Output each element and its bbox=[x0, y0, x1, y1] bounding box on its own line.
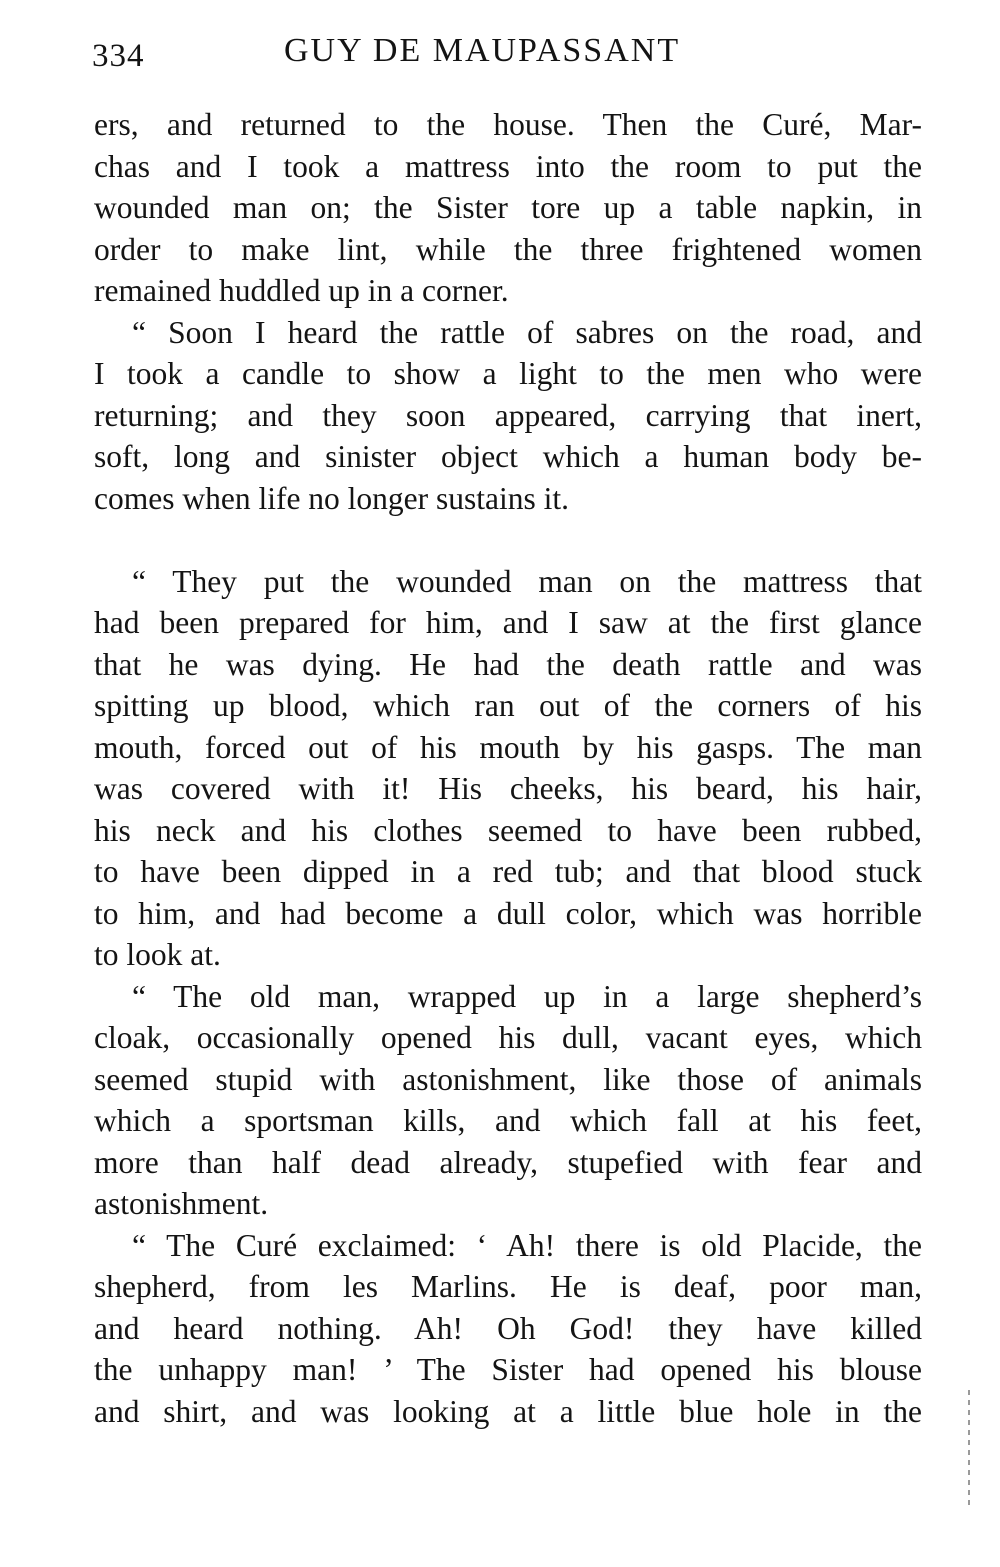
text-line: “ They put the wounded man on the mattress that bbox=[132, 563, 922, 599]
text-line: to him, and had become a dull color, which was horrible bbox=[94, 895, 922, 931]
scan-edge-mark bbox=[968, 1390, 970, 1510]
text-line: that he was dying. He had the death rattle and was bbox=[94, 646, 922, 682]
text-line: to look at. bbox=[94, 937, 221, 972]
text-line: returning; and they soon appeared, carrying that inert, bbox=[94, 397, 922, 433]
text-line: to have been dipped in a red tub; and that blood stuck bbox=[94, 854, 922, 889]
text-line: ers, and returned to the house. Then the Curé, Mar- bbox=[94, 107, 922, 142]
text-line: shepherd, from les Marlins. He is deaf, poor man, bbox=[94, 1269, 922, 1304]
page-number: 334 bbox=[92, 38, 145, 74]
text-line: cloak, occasionally opened his dull, vacant eyes, which bbox=[94, 1020, 922, 1055]
text-line: mouth, forced out of his mouth by his gasps. The man bbox=[94, 729, 922, 765]
text-line: and shirt, and was looking at a little blue hole in the bbox=[94, 1393, 922, 1429]
text-line: seemed stupid with astonishment, like those of animals bbox=[94, 1061, 922, 1097]
text-line: the unhappy man! ’ The Sister had opened his blouse bbox=[94, 1352, 922, 1387]
text-line: chas and I took a mattress into the room to put the bbox=[94, 148, 922, 184]
text-line: I took a candle to show a light to the men who were bbox=[94, 356, 922, 391]
text-line: astonishment. bbox=[94, 1186, 269, 1221]
page-header bbox=[92, 30, 922, 80]
text-line: wounded man on; the Sister tore up a table napkin, in bbox=[94, 190, 922, 225]
text-line: order to make lint, while the three frightened women bbox=[94, 231, 922, 267]
text-line: which a sportsman kills, and which fall at his feet, bbox=[94, 1103, 922, 1138]
text-line: “ The Curé exclaimed: ‘ Ah! there is old Placide, the bbox=[132, 1227, 922, 1263]
text-line: soft, long and sinister object which a human body be- bbox=[94, 439, 922, 474]
text-line: “ Soon I heard the rattle of sabres on the road, and bbox=[132, 314, 922, 350]
text-line: had been prepared for him, and I saw at the first glance bbox=[94, 605, 922, 640]
section-break bbox=[94, 519, 922, 561]
text-line: comes when life no longer sustains it. bbox=[94, 480, 570, 516]
text-line: spitting up blood, which ran out of the corners of his bbox=[94, 688, 922, 723]
text-line: and heard nothing. Ah! Oh God! they have killed bbox=[94, 1310, 922, 1346]
text-line: his neck and his clothes seemed to have been rubbed, bbox=[94, 812, 922, 848]
running-title: GUY DE MAUPASSANT bbox=[284, 32, 681, 69]
text-line: “ The old man, wrapped up in a large shepherd’s bbox=[132, 978, 922, 1014]
text-line: more than half dead already, stupefied with fear and bbox=[94, 1144, 922, 1180]
text-line: was covered with it! His cheeks, his beard, his hair, bbox=[94, 771, 922, 806]
text-line: remained huddled up in a corner. bbox=[94, 273, 509, 308]
body-text bbox=[94, 104, 922, 1432]
